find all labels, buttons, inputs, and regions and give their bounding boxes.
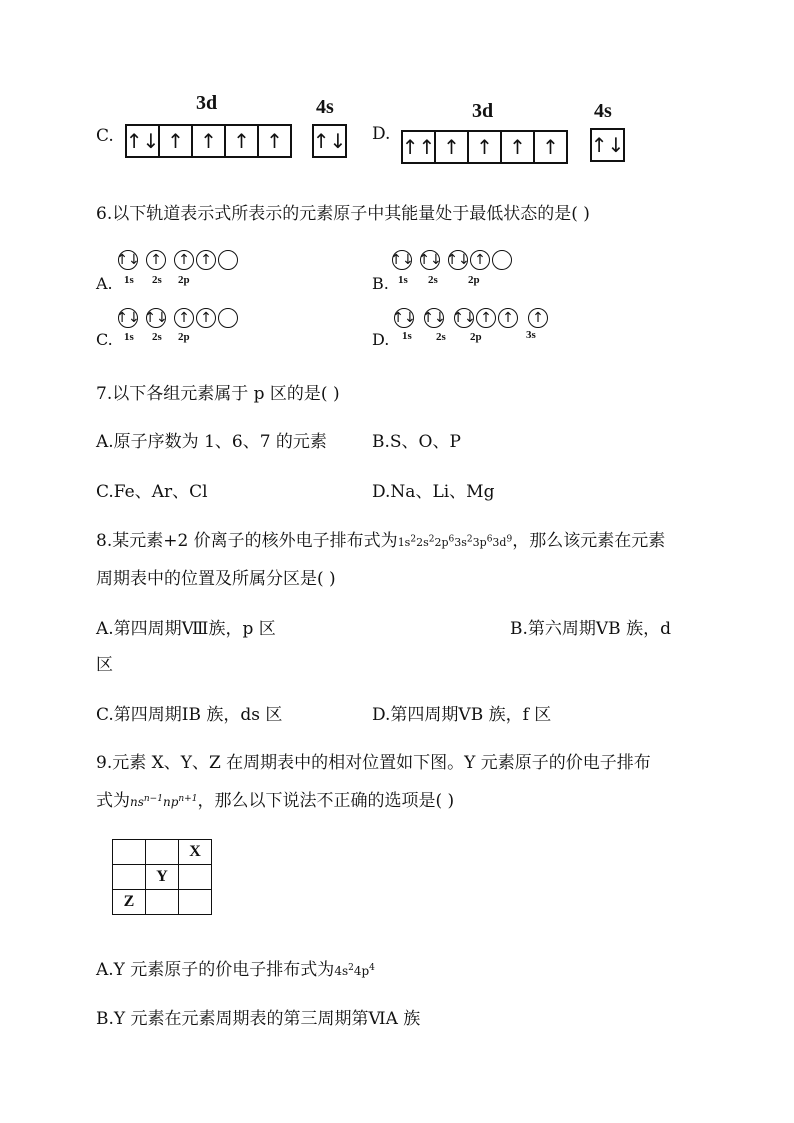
q6-option-a-label: A. [96, 274, 113, 293]
orbital-circle: ↑↓ [422, 310, 446, 326]
q5-d-3d-boxes [401, 130, 568, 164]
q5-option-d-label: D. [372, 124, 391, 144]
config-part: 4s [334, 964, 349, 978]
q6-option-b-label: B. [372, 274, 389, 293]
config-part: np [162, 795, 179, 809]
config-part: ns [130, 795, 144, 809]
orbital-circle [492, 250, 512, 270]
orbital-circle: ↑↓ [452, 310, 476, 326]
q9-option-a [96, 955, 375, 980]
orbital-circle: ↑↓ [144, 310, 168, 326]
grid-row [113, 890, 212, 915]
config-part: 3d [492, 536, 507, 549]
orbital-box: ↑ [226, 126, 259, 156]
q8-stem-line1 [96, 526, 665, 551]
q7-option-c: C.Fe、Ar、Cl [96, 482, 208, 502]
orbital-box: ↑ [193, 126, 226, 156]
orbital-circle: ↑ [196, 308, 216, 328]
q7-option-a: A.原子序数为 1、6、7 的元素 [96, 432, 327, 452]
q9-option-a-text: A.Y 元素原子的价电子排布式为 [96, 960, 335, 980]
orbital-circle: ↑ [174, 250, 194, 270]
q5-c-4s-title: 4s [316, 96, 334, 118]
q8-option-b-cont: 区 [96, 655, 113, 675]
q9-stem-pre: 式为 [96, 791, 130, 811]
q6-a-sublabel-1s: 1s [124, 274, 134, 286]
orbital-circle: ↑↓ [446, 252, 470, 268]
grid-row [113, 840, 212, 865]
config-part: 3p [472, 536, 487, 549]
config-part: 3s [454, 536, 467, 549]
q6-b-circles [392, 250, 514, 270]
q6-c-sublabel-1s: 1s [124, 331, 134, 343]
config-sup: 6 [486, 534, 493, 545]
orbital-circle: ↑↓ [390, 252, 414, 268]
q6-d-sublabel-2p: 2p [470, 331, 482, 343]
q6-d-sublabel-3s: 3s [526, 329, 536, 341]
q6-d-circles [394, 308, 550, 328]
q8-option-b: B.第六周期ⅤB 族，d [510, 619, 671, 639]
q7-option-d: D.Na、Li、Mg [372, 482, 495, 502]
q9-stem-line2 [96, 786, 454, 811]
config-sup: 9 [506, 534, 513, 545]
q8-option-c: C.第四周期ⅠB 族，ds 区 [96, 705, 283, 725]
q6-d-sublabel-1s: 1s [402, 330, 412, 342]
q5-d-4s-boxes [590, 128, 625, 162]
orbital-circle: ↑ [174, 308, 194, 328]
q8-stem-post: ，那么该元素在元素 [512, 531, 666, 551]
q6-b-sublabel-2p: 2p [468, 274, 480, 286]
q5-c-4s-boxes [312, 124, 347, 158]
q5-c-3d-title: 3d [196, 92, 218, 114]
q6-d-sublabel-2s: 2s [436, 331, 446, 343]
orbital-box: ↑↓ [127, 126, 160, 156]
q6-stem: 6.以下轨道表示式所表示的元素原子中其能量处于最低状态的是( ) [96, 204, 590, 224]
grid-cell: Z [113, 890, 146, 915]
q6-c-sublabel-2p: 2p [178, 331, 190, 343]
config-sup: n+1 [178, 794, 198, 804]
grid-cell [179, 890, 212, 915]
orbital-circle: ↑↓ [116, 310, 140, 326]
orbital-circle [218, 308, 238, 328]
q7-option-b: B.S、O、P [372, 432, 461, 452]
q5-d-4s-title: 4s [594, 100, 612, 122]
config-sup: 4 [369, 963, 375, 973]
q6-option-d-label: D. [372, 330, 390, 349]
q5-d-3d-title: 3d [472, 100, 494, 122]
q5-option-c-label: C. [96, 126, 114, 146]
q8-option-a: A.第四周期Ⅷ族，p 区 [96, 619, 276, 639]
orbital-box: ↑↑ [403, 132, 436, 162]
grid-row [113, 865, 212, 890]
orbital-circle: ↑ [528, 308, 548, 328]
grid-cell [179, 865, 212, 890]
q9-stem-post: ，那么以下说法不正确的选项是( ) [197, 791, 455, 811]
config-part: 1s [397, 536, 411, 549]
q9-a-config [334, 964, 375, 978]
grid-cell: X [179, 840, 212, 865]
grid-cell [146, 890, 179, 915]
q7-stem: 7.以下各组元素属于 p 区的是( ) [96, 384, 340, 404]
config-part: 4p [353, 964, 370, 978]
orbital-circle [218, 250, 238, 270]
q8-stem-line2: 周期表中的位置及所属分区是( ) [96, 569, 336, 589]
orbital-box: ↑ [160, 126, 193, 156]
q8-stem-pre: 8.某元素+2 价离子的核外电子排布式为 [96, 531, 398, 551]
orbital-circle: ↑↓ [392, 310, 416, 326]
config-sup: 6 [448, 534, 455, 545]
q9-stem-line1: 9.元素 X、Y、Z 在周期表中的相对位置如下图。Y 元素原子的价电子排布 [96, 753, 651, 773]
config-sup: 2 [348, 963, 354, 973]
q9-valence-config [130, 795, 197, 809]
q8-electron-config [398, 536, 513, 549]
q5-c-3d-boxes [125, 124, 292, 158]
config-sup: 2 [410, 534, 417, 545]
grid-cell [146, 840, 179, 865]
orbital-box: ↑ [542, 135, 559, 159]
q6-c-circles [118, 308, 240, 328]
grid-cell [113, 840, 146, 865]
orbital-box: ↑ [266, 129, 283, 153]
orbital-circle: ↑↓ [116, 252, 140, 268]
orbital-circle: ↑ [196, 250, 216, 270]
orbital-box: ↑ [469, 132, 502, 162]
q6-a-sublabel-2s: 2s [152, 274, 162, 286]
periodic-position-grid [112, 839, 212, 915]
orbital-box: ↑ [502, 132, 535, 162]
config-sup: 2 [428, 534, 435, 545]
q6-b-sublabel-2s: 2s [428, 274, 438, 286]
q9-option-b: B.Y 元素在元素周期表的第三周期第ⅥA 族 [96, 1009, 421, 1029]
orbital-circle: ↑↓ [418, 252, 442, 268]
grid-cell: Y [146, 865, 179, 890]
q6-b-sublabel-1s: 1s [398, 274, 408, 286]
orbital-circle: ↑ [476, 308, 496, 328]
orbital-circle: ↑ [498, 308, 518, 328]
q6-c-sublabel-2s: 2s [152, 331, 162, 343]
grid-cell [113, 865, 146, 890]
config-sup: n−1 [143, 794, 163, 804]
q6-a-sublabel-2p: 2p [178, 274, 190, 286]
q8-option-d: D.第四周期ⅤB 族，f 区 [372, 705, 552, 725]
q6-option-c-label: C. [96, 330, 113, 349]
orbital-box: ↑↓ [590, 133, 625, 157]
orbital-box: ↑ [436, 132, 469, 162]
config-sup: 2 [466, 534, 473, 545]
orbital-box: ↑↓ [312, 129, 347, 153]
orbital-circle: ↑ [146, 250, 166, 270]
orbital-circle: ↑ [470, 250, 490, 270]
config-part: 2p [434, 536, 449, 549]
q6-a-circles [118, 250, 240, 270]
config-part: 2s [416, 536, 429, 549]
